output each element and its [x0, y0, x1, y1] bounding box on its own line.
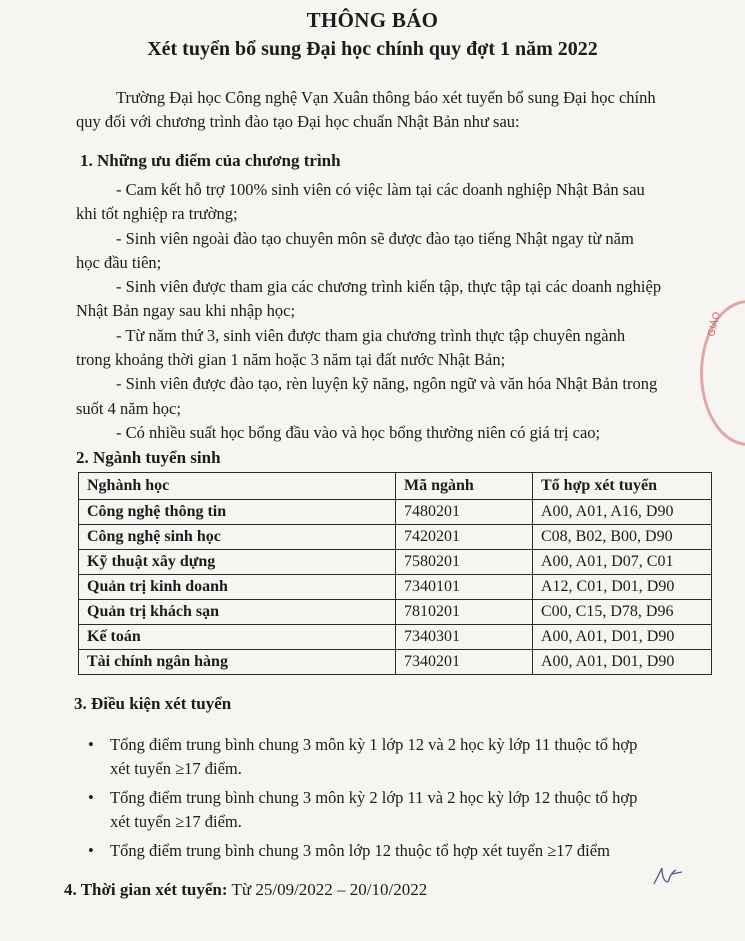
major-combination: A00, A01, D01, D90: [533, 625, 712, 650]
bullet-icon: •: [88, 841, 94, 860]
program-advantages-list: [76, 178, 716, 445]
table-row: [79, 575, 712, 600]
column-header-major: Nghành học: [79, 473, 396, 500]
major-code: 7580201: [396, 550, 533, 575]
major-name: Quản trị khách sạn: [79, 600, 396, 625]
condition-line: Tổng điểm trung bình chung 3 môn kỳ 2 lớp 11 và 2 học kỳ lớp 12 thuộc tổ hợp: [110, 788, 638, 807]
table-header-row: [79, 473, 712, 500]
major-code: 7340101: [396, 575, 533, 600]
document-title: THÔNG BÁO: [306, 8, 439, 32]
document-subtitle: Xét tuyển bổ sung Đại học chính quy đợt 1 năm 2022: [147, 38, 598, 60]
column-header-code: Mã ngành: [396, 473, 533, 500]
major-code: 7340301: [396, 625, 533, 650]
section-1-heading: 1. Những ưu điểm của chương trình: [80, 151, 341, 170]
section-2-heading: 2. Ngành tuyển sinh: [76, 448, 221, 467]
list-item: [88, 839, 708, 863]
major-combination: A00, A01, D01, D90: [533, 650, 712, 675]
signature-initials: [650, 862, 690, 892]
admission-conditions-list: [88, 733, 708, 868]
major-code: 7480201: [396, 500, 533, 525]
major-name: Tài chính ngân hàng: [79, 650, 396, 675]
column-header-combination: Tổ hợp xét tuyển: [533, 473, 712, 500]
majors-table: [78, 472, 712, 675]
admission-time-label: 4. Thời gian xét tuyển:: [64, 880, 228, 899]
advantage-item: - Có nhiều suất học bổng đầu vào và học bổng thường niên có giá trị cao;: [116, 422, 601, 442]
major-combination: A00, A01, D07, C01: [533, 550, 712, 575]
table-row: [79, 600, 712, 625]
major-combination: C00, C15, D78, D96: [533, 600, 712, 625]
major-combination: A12, C01, D01, D90: [533, 575, 712, 600]
section-3-heading: 3. Điều kiện xét tuyển: [74, 694, 232, 713]
advantage-item: - Sinh viên được tham gia các chương trình kiến tập, thực tập tại các doanh nghiệp Nhật Bản ngay sau khi nhập học;: [76, 277, 662, 321]
major-combination: A00, A01, A16, D90: [533, 500, 712, 525]
table-row: [79, 500, 712, 525]
bullet-icon: •: [88, 788, 94, 807]
intro-paragraph: [76, 86, 716, 134]
section-4-admission-time: [64, 880, 427, 900]
list-item: [88, 786, 708, 834]
table-row: [79, 650, 712, 675]
advantage-item: - Sinh viên ngoài đào tạo chuyên môn sẽ được đào tạo tiếng Nhật ngay từ năm học đầu tiên;: [76, 228, 634, 272]
condition-line: xét tuyển ≥17 điểm.: [110, 812, 242, 831]
bullet-icon: •: [88, 735, 94, 754]
table-row: [79, 525, 712, 550]
admission-time-value: Từ 25/09/2022 – 20/10/2022: [231, 880, 428, 899]
major-name: Quản trị kinh doanh: [79, 575, 396, 600]
major-name: Kế toán: [79, 625, 396, 650]
major-code: 7340201: [396, 650, 533, 675]
stamp-text: GIÁO: [706, 310, 724, 338]
condition-line: Tổng điểm trung bình chung 3 môn lớp 12 thuộc tổ hợp xét tuyển ≥17 điểm: [110, 841, 610, 860]
advantage-item: - Cam kết hỗ trợ 100% sinh viên có việc làm tại các doanh nghiệp Nhật Bản sau khi tốt nghiệp ra trường;: [76, 180, 645, 224]
condition-line: Tổng điểm trung bình chung 3 môn kỳ 1 lớp 12 và 2 học kỳ lớp 11 thuộc tổ hợp: [110, 735, 638, 754]
major-code: 7420201: [396, 525, 533, 550]
major-name: Công nghệ sinh học: [79, 525, 396, 550]
major-combination: C08, B02, B00, D90: [533, 525, 712, 550]
major-code: 7810201: [396, 600, 533, 625]
table-row: [79, 550, 712, 575]
major-name: Công nghệ thông tin: [79, 500, 396, 525]
intro-line-2: quy đối với chương trình đào tạo Đại học chuẩn Nhật Bản như sau:: [76, 112, 520, 131]
list-item: [88, 733, 708, 781]
advantage-item: - Sinh viên được đào tạo, rèn luyện kỹ năng, ngôn ngữ và văn hóa Nhật Bản trong suốt 4 năm học;: [76, 374, 658, 418]
intro-line-1: Trường Đại học Công nghệ Vạn Xuân thông báo xét tuyển bổ sung Đại học chính: [116, 88, 656, 107]
advantage-item: - Từ năm thứ 3, sinh viên được tham gia chương trình thực tập chuyên ngành trong khoảng thời gian 1 năm hoặc 3 năm tại đất nước Nhật Bản;: [76, 325, 626, 370]
condition-line: xét tuyển ≥17 điểm.: [110, 759, 242, 778]
major-name: Kỹ thuật xây dựng: [79, 550, 396, 575]
table-row: [79, 625, 712, 650]
